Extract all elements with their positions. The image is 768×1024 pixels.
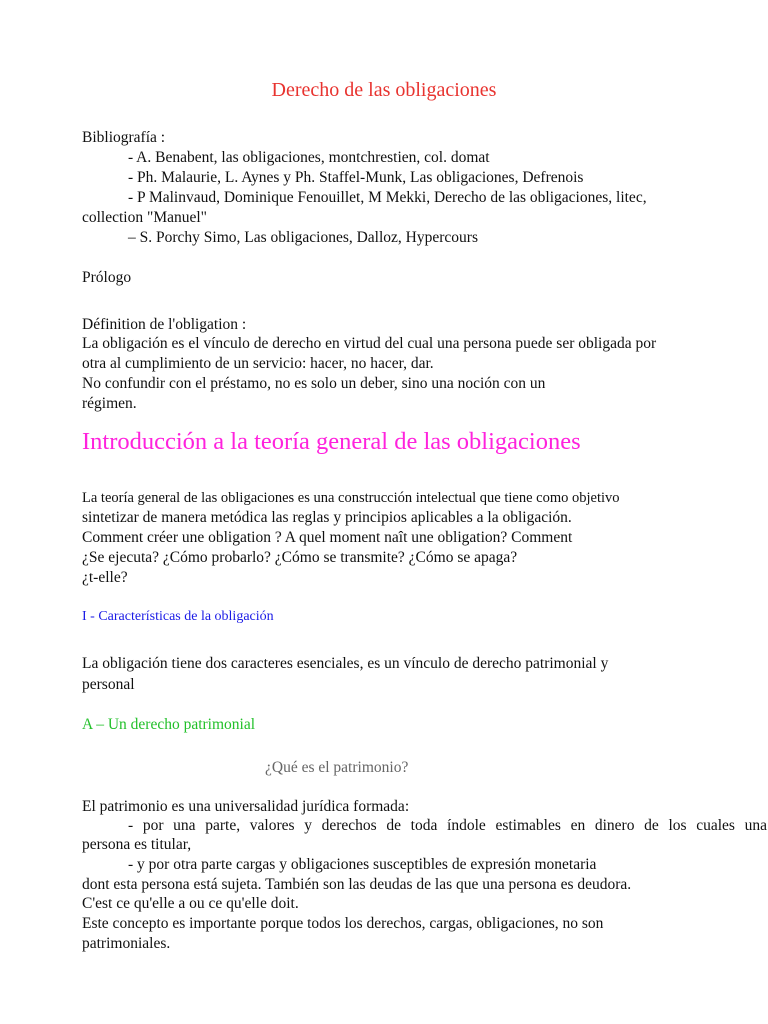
paragraph-line: C'est ce qu'elle a ou ce qu'elle doit.	[82, 895, 299, 912]
bibliography-item: - A. Benabent, las obligaciones, montchrestien, col. domat	[128, 149, 490, 166]
bullet-line: - y por otra parte cargas y obligaciones susceptibles de expresión monetaria	[128, 856, 597, 873]
paragraph-line: personal	[82, 676, 135, 693]
section-heading-caracteristicas: I - Características de la obligación	[82, 609, 274, 624]
bibliography-item: - Ph. Malaurie, L. Aynes y Ph. Staffel-Munk, Las obligaciones, Defrenois	[128, 169, 584, 186]
bibliography-item: – S. Porchy Simo, Las obligaciones, Dalloz, Hypercours	[128, 229, 478, 246]
paragraph-line: patrimoniales.	[82, 935, 171, 952]
bullet-line: - por una parte, valores y derechos de toda índole estimables en dinero de los cuales una	[128, 817, 767, 834]
paragraph-line: La teoría general de las obligaciones es una construcción intelectual que tiene como objetivo	[82, 490, 620, 506]
definition-label: Définition de l'obligation :	[82, 316, 247, 333]
paragraph-line: La obligación es el vínculo de derecho en virtud del cual una persona puede ser obligada por	[82, 335, 657, 352]
paragraph-line: Este concepto es importante porque todos los derechos, cargas, obligaciones, no son	[82, 915, 604, 932]
paragraph-line: Comment créer une obligation ? A quel moment naît une obligation? Comment	[82, 529, 573, 546]
paragraph-line: dont esta persona está sujeta. También son las deudas de las que una persona es deudora.	[82, 876, 632, 893]
paragraph-line: otra al cumplimiento de un servicio: hacer, no hacer, dar.	[82, 355, 434, 372]
document-title: Derecho de las obligaciones	[271, 79, 497, 101]
paragraph-line: régimen.	[82, 395, 137, 412]
bibliography-heading: Bibliografía :	[82, 129, 166, 146]
bibliography-item: - P Malinvaud, Dominique Fenouillet, M Mekki, Derecho de las obligaciones, litec,	[128, 189, 647, 206]
question-heading: ¿Qué es el patrimonio?	[265, 759, 409, 776]
paragraph-line: ¿Se ejecuta? ¿Cómo probarlo? ¿Cómo se transmite? ¿Cómo se apaga?	[82, 549, 518, 566]
paragraph-line: El patrimonio es una universalidad jurídica formada:	[82, 798, 410, 815]
paragraph-line: ¿t-elle?	[82, 569, 128, 586]
paragraph-line: La obligación tiene dos caracteres esenciales, es un vínculo de derecho patrimonial y	[82, 655, 609, 672]
subsection-heading-patrimonial: A – Un derecho patrimonial	[82, 716, 256, 733]
section-heading-introduction: Introducción a la teoría general de las obligaciones	[82, 428, 581, 455]
prologue-heading: Prólogo	[82, 269, 132, 286]
bullet-line-continuation: persona es titular,	[82, 836, 192, 853]
paragraph-line: No confundir con el préstamo, no es solo un deber, sino una noción con un	[82, 375, 546, 392]
paragraph-line: sintetizar de manera metódica las reglas y principios aplicables a la obligación.	[82, 509, 572, 526]
bibliography-item-continuation: collection "Manuel"	[82, 209, 207, 226]
